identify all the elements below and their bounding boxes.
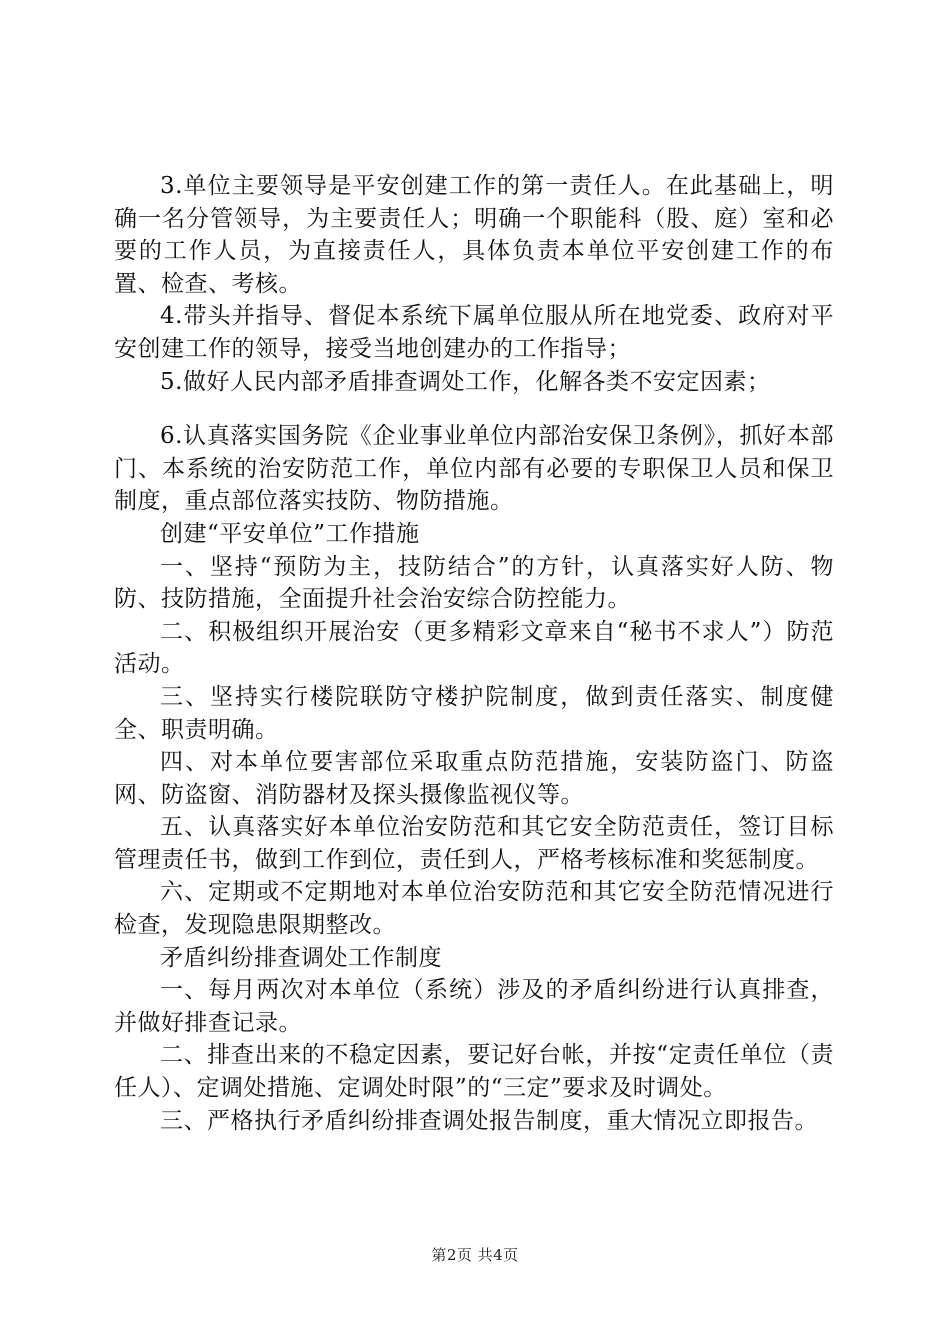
- dispute-item-2: 二、排查出来的不稳定因素，要记好台帐，并按“定责任单位（责任人）、定调处措施、定调处时限”的“三定”要求及时调处。: [114, 1042, 834, 1102]
- measure-item-6: 六、定期或不定期地对本单位治安防范和其它安全防范情况进行检查，发现隐患限期整改。: [114, 879, 834, 939]
- measure-item-3: 三、坚持实行楼院联防守楼护院制度，做到责任落实、制度健全、职责明确。: [114, 683, 834, 743]
- paragraph-6: 6.认真落实国务院《企业事业单位内部治安保卫条例》，抓好本部门、本系统的治安防范工作，单位内部有必要的专职保卫人员和保卫制度，重点部位落实技防、物防措施。: [114, 423, 834, 515]
- measure-item-5: 五、认真落实好本单位治安防范和其它安全防范责任，签订目标管理责任书，做到工作到位，责任到人，严格考核标准和奖惩制度。: [114, 814, 834, 873]
- page-footer: 第2页 共4页: [431, 1246, 519, 1264]
- measure-item-4: 四、对本单位要害部位采取重点防范措施，安装防盗门、防盗网、防盗窗、消防器材及探头摄像监视仪等。: [114, 749, 834, 808]
- measure-item-2: 二、积极组织开展治安（更多精彩文章来自“秘书不求人”）防范活动。: [114, 618, 834, 678]
- section-heading-dispute-system: 矛盾纠纷排查调处工作制度: [160, 944, 442, 971]
- section-heading-safety-measures: 创建“平安单位”工作措施: [160, 520, 420, 547]
- paragraph-3: 3.单位主要领导是平安创建工作的第一责任人。在此基础上，明确一名分管领导，为主要责任人；明确一个职能科（股、庭）室和必要的工作人员，为直接责任人，具体负责本单位平安创建工作的布置、检查、考核。: [114, 173, 834, 297]
- dispute-item-3: 三、严格执行矛盾纠纷排查调处报告制度，重大情况立即报告。: [160, 1107, 818, 1134]
- paragraph-gap: [114, 398, 834, 420]
- document-body: [114, 170, 834, 1137]
- paragraph-5: 5.做好人民内部矛盾排查调处工作，化解各类不安定因素；: [160, 368, 771, 395]
- measure-item-1: 一、坚持“预防为主，技防结合”的方针，认真落实好人防、物防、技防措施，全面提升社会治安综合防控能力。: [114, 553, 834, 613]
- dispute-item-1: 一、每月两次对本单位（系统）涉及的矛盾纠纷进行认真排查，并做好排查记录。: [114, 977, 834, 1036]
- paragraph-4: 4.带头并指导、督促本系统下属单位服从所在地党委、政府对平安创建工作的领导，接受当地创建办的工作指导；: [114, 303, 834, 362]
